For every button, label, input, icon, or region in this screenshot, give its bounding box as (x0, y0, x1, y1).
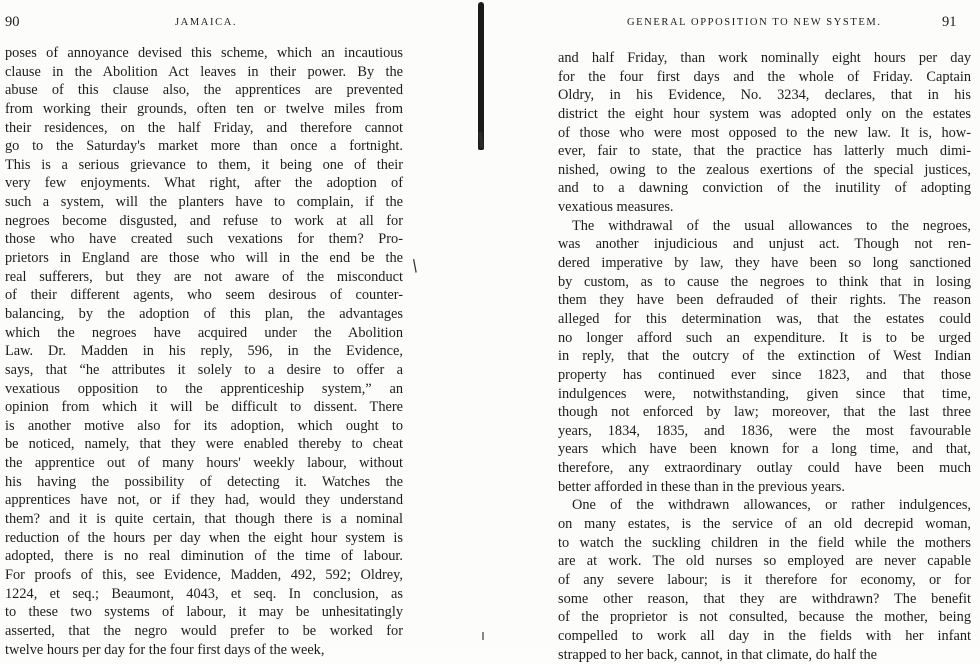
body-text (558, 49, 971, 664)
text-line: alleged for this determination was, that the estates could (558, 310, 971, 329)
text-line: vexatious opposition to the apprenticeship system,” an (5, 380, 403, 399)
paper-speck (482, 632, 484, 640)
text-line: of any severe labour; is it therefore for economy, or for (558, 571, 971, 590)
text-line: is another motive also for its adoption, which ought to (5, 417, 403, 436)
text-line: district the eight hour system was adopted only on the estates (558, 105, 971, 124)
text-line: For proofs of this, see Evidence, Madden, 492, 592; Oldrey, (5, 566, 403, 585)
running-head: GENERAL OPPOSITION TO NEW SYSTEM. (627, 17, 882, 28)
text-line: Law. Dr. Madden in his reply, 596, in the Evidence, (5, 342, 403, 361)
text-line: clause in the Abolition Act leaves in their power. By the (5, 63, 403, 82)
text-line: prietors in England are those who will in the end be the (5, 249, 403, 268)
text-line: was another injudicious and unjust act. Though not ren- (558, 235, 971, 254)
text-line: and to a dawning conviction of the inutility of adopting (558, 179, 971, 198)
text-line: very few enjoyments. What right, after the adoption of (5, 174, 403, 193)
page-number: 91 (942, 14, 957, 31)
text-line: twelve hours per day for the four first days of the week, (5, 641, 403, 660)
text-line: their residences, on the half Friday, and therefore cannot (5, 119, 403, 138)
text-line: which the negroes have acquired under the Abolition (5, 324, 403, 343)
text-line: years which have been known for a long time, and that, (558, 440, 971, 459)
text-line: The withdrawal of the usual allowances to the negroes, (558, 217, 971, 236)
text-line: by custom, as to cause the negroes to think that in losing (558, 273, 971, 292)
text-line: One of the withdrawn allowances, or rather indulgences, (558, 496, 971, 515)
text-line: nished, owing to the zealous exertions of the special justices, (558, 161, 971, 180)
text-line: balancing, by the adoption of this plan, the advantages (5, 305, 403, 324)
text-line: strapped to her back, cannot, in that climate, do half the (558, 646, 971, 664)
page-number: 90 (5, 14, 20, 31)
text-line: opinion from which it will be difficult to dissent. There (5, 398, 403, 417)
text-line: from working their grounds, often ten or twelve miles from (5, 100, 403, 119)
text-line: Oldry, in his Evidence, No. 3234, declares, that in his (558, 86, 971, 105)
text-line: apprentices have not, or if they had, would they understand (5, 491, 403, 510)
text-line: property has continued ever since 1823, and that those (558, 366, 971, 385)
text-line: them they have been defrauded of their rights. The reason (558, 291, 971, 310)
text-line: poses of annoyance devised this scheme, which an incautious (5, 44, 403, 63)
text-line: therefore, any extraordinary outlay could have been much (558, 459, 971, 478)
text-line: negroes become disgusted, and refuse to work at all for (5, 212, 403, 231)
text-line: those who have created such vexations for them? Pro- (5, 230, 403, 249)
binding-shadow (478, 2, 484, 150)
text-line: some other reason, that they are withdrawn? The benefit (558, 590, 971, 609)
text-line: ever, fair to state, that the practice has latterly much dimi- (558, 142, 971, 161)
text-line: adopted, there is no real diminution of the time of labour. (5, 547, 403, 566)
text-line: dered imperative by law, they have been so long sanctioned (558, 254, 971, 273)
text-line: to these two systems of labour, it may be unhesitatingly (5, 603, 403, 622)
text-line: on many estates, is the service of an old decrepid woman, (558, 515, 971, 534)
text-line: asserted, that the negro would prefer to be worked for (5, 622, 403, 641)
text-line: 1224, et seq.; Beaumont, 4043, et seq. In conclusion, as (5, 585, 403, 604)
text-line: are at work. The old nurses so employed are never capable (558, 552, 971, 571)
text-line: vexatious measures. (558, 198, 971, 217)
text-line: and half Friday, than work nominally eight hours per day (558, 49, 971, 68)
left-page (0, 0, 430, 649)
right-page (530, 0, 980, 649)
body-text (5, 44, 403, 659)
text-line: though not enforced by law; moreover, that the last three (558, 403, 971, 422)
text-line: abuse of this clause also, the apprentices are prevented (5, 81, 403, 100)
text-line: his having the possibility of detecting it. Watches the (5, 473, 403, 492)
text-line: years, 1834, 1835, and 1836, were the most favourable (558, 422, 971, 441)
text-line: to watch the suckling children in the field while the mothers (558, 534, 971, 553)
text-line: such a system, will the planters have to complain, if the (5, 193, 403, 212)
text-line: This is a serious grievance to them, it being one of their (5, 156, 403, 175)
text-line: be noticed, namely, that they were enabled thereby to cheat (5, 435, 403, 454)
margin-pencil-mark: / (408, 256, 422, 275)
text-line: of their different agents, who seem desirous of counter- (5, 286, 403, 305)
running-head: JAMAICA. (175, 17, 237, 28)
text-line: real sufferers, but they are not aware of the misconduct (5, 268, 403, 287)
text-line: of those who were most opposed to the new law. It is, how- (558, 124, 971, 143)
text-line: better afforded in these than in the previous years. (558, 478, 971, 497)
text-line: go to the Saturday's market more than once a fortnight. (5, 137, 403, 156)
text-line: them? and it is quite certain, that though there is a nominal (5, 510, 403, 529)
text-line: indulgences were, notwithstanding, given since that time, (558, 385, 971, 404)
text-line: says, that “he attributes it solely to a desire to offer a (5, 361, 403, 380)
text-line: compelled to work all day in the fields with her infant (558, 627, 971, 646)
text-line: reduction of the hours per day when the eight hour system is (5, 529, 403, 548)
text-line: for the four first days and the whole of Friday. Captain (558, 68, 971, 87)
text-line: no longer afford such an expenditure. It is to be urged (558, 329, 971, 348)
text-line: of the proprietor is not consulted, because the mother, being (558, 608, 971, 627)
text-line: the apprentice out of many hours' weekly labour, without (5, 454, 403, 473)
text-line: in reply, that the outcry of the extinction of West Indian (558, 347, 971, 366)
